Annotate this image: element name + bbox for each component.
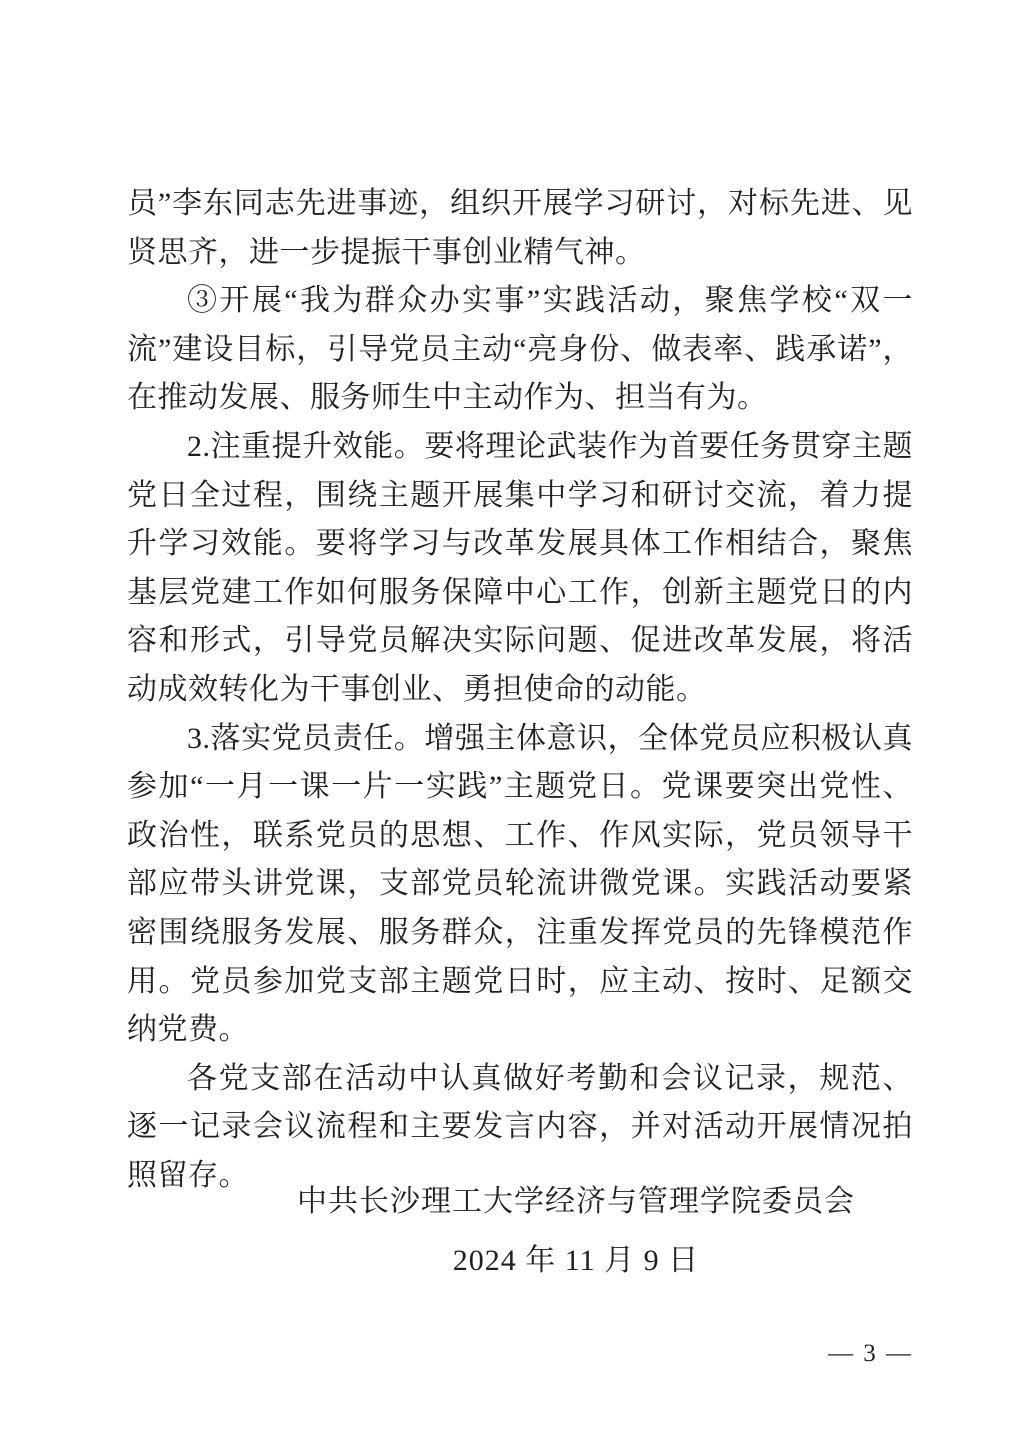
document-body [127, 180, 913, 1200]
paragraph-closing: 各党支部在活动中认真做好考勤和会议记录，规范、逐一记录会议流程和主要发言内容，并对活动开展情况拍照留存。 [127, 1061, 913, 1192]
signature-block [128, 1178, 1024, 1285]
date-line: 2024 年 11 月 9 日 [452, 1244, 700, 1277]
page-number: — 3 — [828, 1340, 913, 1367]
paragraph-continuation: 员”李东同志先进事迹，组织开展学习研讨，对标先进、见贤思齐，进一步提振干事创业精气神。 [127, 187, 913, 269]
paragraph-section-3: 3.落实党员责任。增强主体意识，全体党员应积极认真参加“一月一课一片一实践”主题党日。党课要突出党性、政治性，联系党员的思想、工作、作风实际，党员领导干部应带头讲党课，支部党员轮流讲微党课。实践活动要紧密围绕服务发展、服务群众，注重发挥党员的先锋模范作用。党员参加党支部主题党日时，应主动、按时、足额交纳党费。 [127, 721, 913, 1047]
signature-line: 中共长沙理工大学经济与管理学院委员会 [297, 1185, 855, 1218]
paragraph-section-2: 2.注重提升效能。要将理论武装作为首要任务贯穿主题党日全过程，围绕主题开展集中学习和研讨交流，着力提升学习效能。要将学习与改革发展具体工作相结合，聚焦基层党建工作如何服务保障中心工作，创新主题党日的内容和形式，引导党员解决实际问题、促进改革发展，将活动成效转化为干事创业、勇担使命的动能。 [127, 429, 913, 706]
paragraph-item-3: ③开展“我为群众办实事”实践活动，聚焦学校“双一流”建设目标，引导党员主动“亮身份、做表率、践承诺”，在推动发展、服务师生中主动作为、担当有为。 [127, 284, 913, 415]
